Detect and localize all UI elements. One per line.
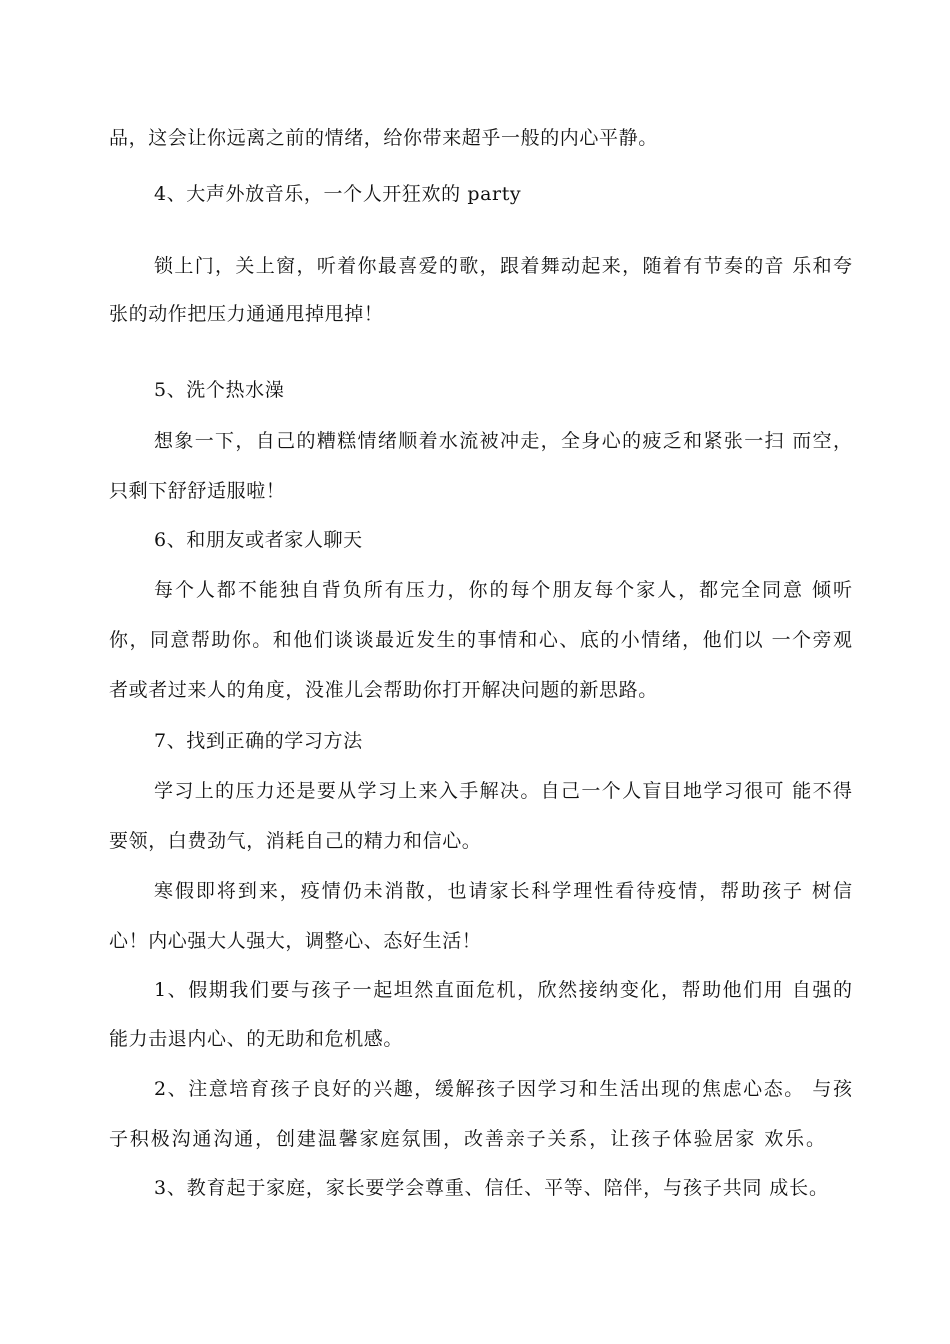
text-line: 想象一下，自己的糟糕情绪顺着水流被冲走，全身心的疲乏和紧张一扫 而空， [154,430,852,452]
text-line: 你，同意帮助你。和他们谈谈最近发生的事情和心、底的小情绪，他们以 一个旁观 [109,629,852,651]
text-line: 学习上的压力还是要从学习上来入手解决。自己一个人盲目地学习很可 能不得 [154,780,852,802]
text-line: 要领，白费劲气，消耗自己的精力和信心。 [109,830,482,852]
text-line: 3、教育起于家庭，家长要学会尊重、信任、平等、陪伴，与孩子共同 成长。 [154,1177,828,1199]
text-line: 每个人都不能独自背负所有压力，你的每个朋友每个家人，都完全同意 倾听 [154,579,852,601]
text-line: 2、注意培育孩子良好的兴趣，缓解孩子因学习和生活出现的焦虑心态。 与孩 [154,1078,852,1100]
text-line: 心！内心强大人强大，调整心、态好生活！ [109,930,482,952]
text-line: 子积极沟通沟通，创建温馨家庭氛围，改善亲子关系，让孩子体验居家 欢乐。 [109,1128,825,1150]
text-line: 锁上门，关上窗，听着你最喜爱的歌，跟着舞动起来，随着有节奏的音 乐和夸 [154,255,852,277]
section-heading-6: 6、和朋友或者家人聊天 [154,529,363,551]
text-line: 品，这会让你远离之前的情绪，给你带来超乎一般的内心平静。 [109,127,658,149]
section-heading-7: 7、找到正确的学习方法 [154,730,363,752]
text-line: 能力击退内心、的无助和危机感。 [109,1028,404,1050]
text-line: 张的动作把压力通通甩掉甩掉！ [109,303,384,325]
text-line: 只剩下舒舒适服啦！ [109,480,286,502]
text-line: 者或者过来人的角度，没准儿会帮助你打开解决问题的新思路。 [109,679,658,701]
text-line: 寒假即将到来，疫情仍未消散，也请家长科学理性看待疫情，帮助孩子 树信 [154,880,852,902]
section-heading-5: 5、洗个热水澡 [154,379,285,401]
text-line: 1、假期我们要与孩子一起坦然直面危机，欣然接纳变化，帮助他们用 自强的 [154,979,852,1001]
section-heading-4: 4、大声外放音乐，一个人开狂欢的 party [154,183,522,205]
